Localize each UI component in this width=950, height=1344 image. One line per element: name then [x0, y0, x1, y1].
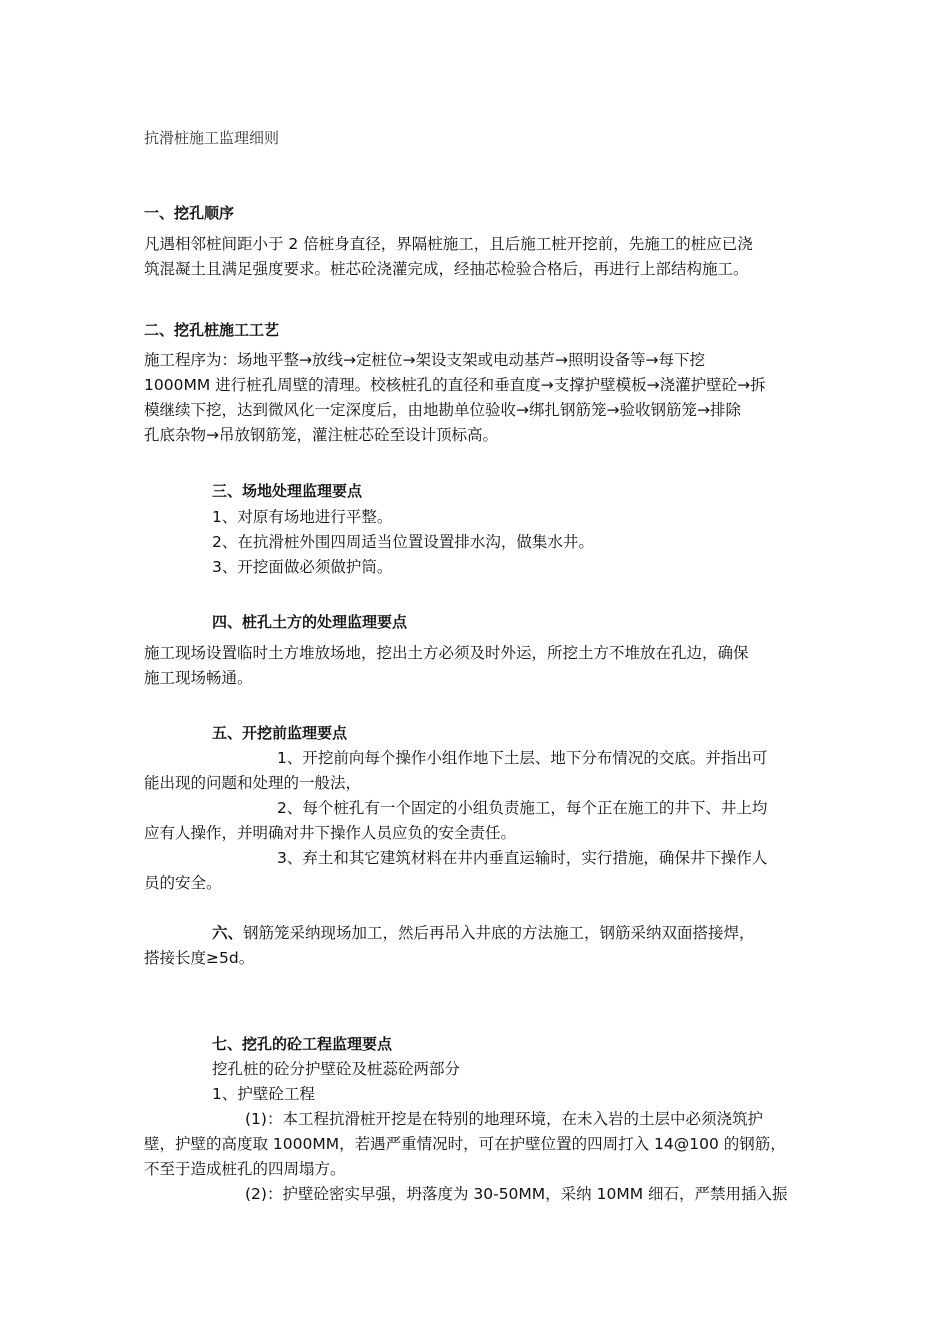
- section-1-line: 筑混凝土且满足强度要求。桩芯砼浇灌完成，经抽芯检验合格后，再进行上部结构施工。: [144, 260, 749, 278]
- section-2-line: 施工程序为：场地平整→放线→定桩位→架设支架或电动基芦→照明设备等→每下挖: [144, 351, 705, 369]
- section-5-line: 应有人操作，并明确对井下操作人员应负的安全责任。: [144, 824, 517, 842]
- section-7-intro: 挖孔桩的砼分护壁砼及桩蕊砼两部分: [212, 1060, 461, 1078]
- section-3-heading: 三、场地处理监理要点: [212, 482, 363, 500]
- section-5-line: 1、开挖前向每个操作小组作地下土层、地下分布情况的交底。并指出可: [277, 749, 768, 767]
- section-6-line: 搭接长度≥5d。: [144, 949, 255, 967]
- section-5-line: 能出现的问题和处理的一般法，: [144, 774, 362, 792]
- section-6-label: 六、: [212, 924, 244, 942]
- section-6-line: [212, 921, 755, 945]
- section-3-item: 1、对原有场地进行平整。: [212, 508, 393, 526]
- section-2-line: 孔底杂物→吊放钢筋笼，灌注桩芯砼至设计顶标高。: [144, 426, 498, 444]
- section-4-heading: 四、桩孔土方的处理监理要点: [212, 613, 408, 631]
- section-2-heading: 二、挖孔桩施工工艺: [144, 321, 280, 339]
- section-5-line: 员的安全。: [144, 874, 222, 892]
- section-5-line: 2、每个桩孔有一个固定的小组负责施工，每个正在施工的井下、井上均: [277, 799, 768, 817]
- section-7-line: (2)：护壁砼密实早强，坍落度为 30-50MM，采纳 10MM 细石，严禁用插入振: [245, 1185, 788, 1203]
- section-4-line: 施工现场设置临时土方堆放场地，挖出土方必须及时外运，所挖土方不堆放在孔边，确保: [144, 644, 749, 662]
- section-1-heading: 一、挖孔顺序: [144, 204, 235, 222]
- section-7-line: (1)：本工程抗滑桩开挖是在特别的地理环境，在未入岩的土层中必须浇筑护: [245, 1110, 763, 1128]
- section-2-line: 1000MM 进行桩孔周壁的清理。校核桩孔的直径和垂直度→支撑护壁模板→浇灌护壁砼→拆: [144, 376, 766, 394]
- section-6-text: 钢筋笼采纳现场加工，然后再吊入井底的方法施工，钢筋采纳双面搭接焊，: [243, 924, 755, 942]
- section-2-line: 模继续下挖，达到微风化一定深度后，由地勘单位验收→绑扎钢筋笼→验收钢筋笼→排除: [144, 401, 741, 419]
- section-7-line: 不至于造成桩孔的四周塌方。: [144, 1160, 346, 1178]
- section-3-item: 3、开挖面做必须做护筒。: [212, 558, 393, 576]
- document-title: 抗滑桩施工监理细则: [144, 129, 280, 147]
- section-7-heading: 七、挖孔的砼工程监理要点: [212, 1035, 393, 1053]
- section-1-line: 凡遇相邻桩间距小于 2 倍桩身直径，界隔桩施工，且后施工桩开挖前，先施工的桩应已浇: [144, 235, 753, 253]
- section-5-heading: 五、开挖前监理要点: [212, 724, 348, 742]
- section-4-line: 施工现场畅通。: [144, 669, 253, 687]
- section-5-line: 3、弃土和其它建筑材料在井内垂直运输时，实行措施，确保井下操作人: [277, 849, 768, 867]
- section-7-subheading: 1、护壁砼工程: [212, 1085, 315, 1103]
- section-3-item: 2、在抗滑桩外围四周适当位置设置排水沟，做集水井。: [212, 533, 594, 551]
- section-7-line: 壁，护壁的高度取 1000MM，若遇严重情况时，可在护壁位置的四周打入 14@100 的钢筋，: [144, 1135, 786, 1153]
